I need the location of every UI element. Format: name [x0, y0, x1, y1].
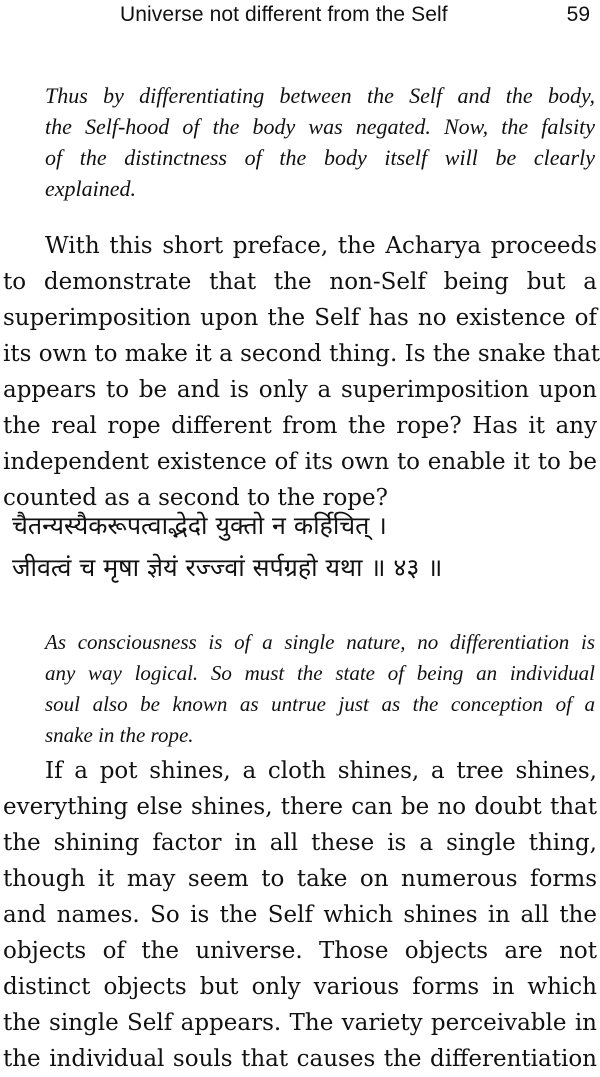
paragraph-line: everything else shines, there can be no doubt that: [3, 794, 597, 820]
commentary-paragraph-1: [3, 228, 600, 516]
page-number: 59: [566, 3, 590, 26]
paragraph-line: the single Self appears. The variety perceivable in: [3, 1010, 597, 1036]
paragraph-line: With this short preface, the Acharya proceeds: [45, 233, 597, 259]
paragraph-line: appears to be and is only a superimposition upon: [3, 377, 597, 403]
paragraph-line: to demonstrate that the non-Self being but a: [3, 269, 597, 295]
paragraph-line: distinct objects but only various forms in which: [3, 974, 597, 1000]
verse-translation-line: any way logical. So must the state of being an individual: [45, 661, 595, 685]
verse-translation: [45, 627, 595, 751]
paragraph-line: counted as a second to the rope?: [3, 485, 388, 511]
paragraph-line: superimposition upon the Self has no existence of: [3, 305, 597, 331]
intro-translation: [45, 80, 595, 204]
paragraph-line: If a pot shines, a cloth shines, a tree shines,: [45, 758, 597, 784]
sanskrit-verse-43: [12, 505, 592, 589]
verse-translation-line: As consciousness is of a single nature, no differentiation is: [45, 630, 595, 654]
paragraph-line: its own to make it a second thing. Is the snake that: [3, 341, 600, 367]
running-title: Universe not different from the Self: [120, 3, 448, 26]
commentary-paragraph-2: [3, 753, 597, 1077]
verse-line: जीवत्वं च मृषा ज्ञेयं रज्ज्वां सर्पग्रहो यथा ॥ ४३ ॥: [12, 553, 443, 582]
intro-translation-line: explained.: [45, 176, 137, 201]
paragraph-line: the individual souls that causes the differentiation: [3, 1046, 597, 1072]
paragraph-line: and names. So is the Self which shines in all the: [3, 902, 597, 928]
intro-translation-line: of the distinctness of the body itself will be clearly: [45, 145, 595, 170]
paragraph-line: though it may seem to take on numerous forms: [3, 866, 597, 892]
verse-line: चैतन्यस्यैकरूपत्वाद्भेदो युक्तो न कर्हिचित् ।: [12, 511, 387, 540]
paragraph-line: the shining factor in all these is a single thing,: [3, 830, 597, 856]
running-header: [0, 3, 600, 33]
paragraph-line: objects of the universe. Those objects are not: [3, 938, 597, 964]
verse-translation-line: soul also be known as untrue just as the conception of a: [45, 692, 595, 716]
paragraph-line: the real rope different from the rope? Has it any: [3, 413, 597, 439]
verse-translation-line: snake in the rope.: [45, 723, 194, 747]
paragraph-line: independent existence of its own to enable it to be: [3, 449, 597, 475]
intro-translation-line: Thus by differentiating between the Self and the body,: [45, 83, 595, 108]
intro-translation-line: the Self-hood of the body was negated. Now, the falsity: [45, 114, 595, 139]
